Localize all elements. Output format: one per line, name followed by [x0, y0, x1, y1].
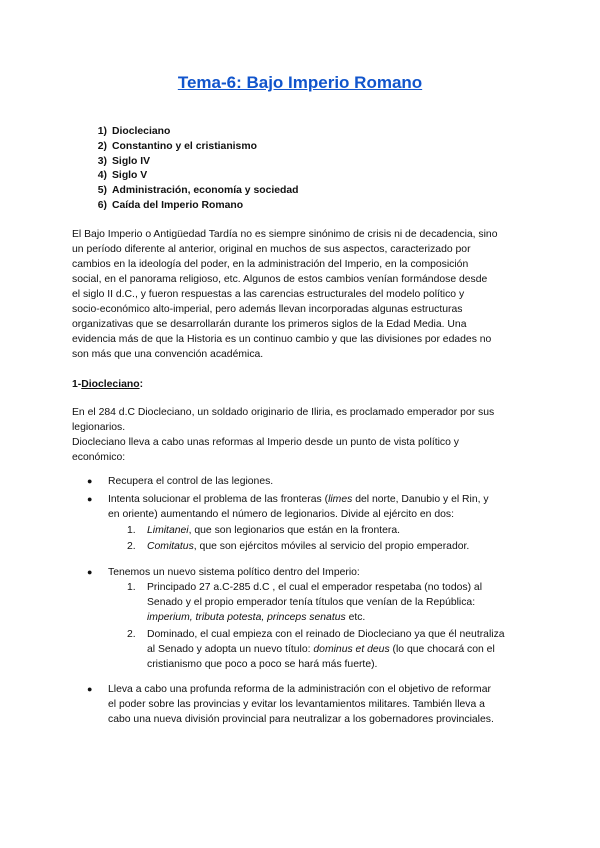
toc-item: 3) Siglo IV: [97, 155, 151, 167]
text-line: socio-económico alto-imperial, pero además llevan incorporadas algunas estructuras: [72, 304, 463, 315]
text-line: Diocleciano lleva a cabo unas reformas al Imperio desde un punto de vista político y: [72, 437, 459, 448]
document-page: Tema-6: Bajo Imperio Romano 1) Diocleciano 2) Constantino y el cristianismo 3) Siglo IV 4) Siglo V 5) Administración, economía y sociedad 6) Caída del Imperio Romano El Bajo Imperio o Antigüedad Tardía no es siempre sinónimo de crisis ni de decadencia, sino un período diferente al anterior, original en muchos de sus aspectos, caracterizado por cambios en la ideología del poder, en la administración del Imperio, en la composición social, en el panorama religioso, etc. Algunos de estos cambios venían formándose desde el siglo II d.C., y fueron respuestas a las carencias estructurales del modelo político y socio-económico alto-imperial, pero además llevan incorporadas algunas estructuras organizativas que se desarrollarán durante los primeros siglos de la Edad Media. Una evidencia más de que la Historia es un continuo cambio y que las divisiones por edades no son más que una convención académica. 1-Diocleciano: En el 284 d.C Diocleciano, un soldado originario de Iliria, es proclamado emperador por sus legionarios. Diocleciano lleva a cabo unas reformas al Imperio desde un punto de vista político y económico: ● Recupera el control de las legiones. ● Intenta solucionar el problema de las fronteras (limes del norte, Danubio y el Rin, y en oriente) aumentando el número de legionarios. Divide al ejército en dos: 1. Limitanei, que son legionarios que están en la frontera. 2. Comitatus, que son ejércitos móviles al servicio del propio emperador. ● Tenemos un nuevo sistema político dentro del Imperio: 1. Principado 27 a.C-285 d.C , el cual el emperador respetaba (no todos) al Senado y el propio emperador tenía títulos que venían de la República: imperium, tributa potesta, princeps senatus etc. 2. Dominado, el cual empieza con el reinado de Diocleciano ya que él neutraliza al Senado y adopta un nuevo título: dominus et deus (lo que chocará con el cristianismo que poco a poco se hará más fuerte). ● Lleva a cabo una profunda reforma de la administración con el objetivo de reformar el poder sobre las provincias y evitar los levantamientos militares. También lleva a cabo una nueva división provincial para neutralizar a los gobernadores provinciales.: [0, 0, 600, 848]
text-line: evidencia más de que la Historia es un continuo cambio y que las divisiones por edades no: [72, 334, 492, 345]
bullet-icon: ●: [87, 476, 93, 486]
bullet-icon: ●: [87, 494, 93, 504]
toc-item: 4) Siglo V: [97, 170, 148, 182]
text-line: el siglo II d.C., y fueron respuestas a las carencias estructurales del modelo político y: [72, 289, 465, 300]
section-paragraph: [72, 405, 532, 465]
section-heading: 1-Diocleciano:: [72, 379, 144, 390]
toc-item: 6) Caída del Imperio Romano: [97, 199, 244, 211]
text-line: son más que una convención académica.: [72, 349, 264, 360]
text-line: económico:: [72, 452, 126, 463]
table-of-contents: [90, 125, 299, 214]
text-line: social, en el panorama religioso, etc. Algunos de estos cambios venían formándose desde: [72, 274, 488, 285]
toc-item: 5) Administración, economía y sociedad: [97, 185, 299, 197]
text-line: En el 284 d.C Diocleciano, un soldado originario de Iliria, es proclamado emperador por sus: [72, 407, 495, 418]
bullet-icon: ●: [87, 567, 93, 577]
toc-item: 1) Diocleciano: [97, 126, 171, 137]
text-line: legionarios.: [72, 422, 126, 433]
text-line: cambios en la ideología del poder, en la administración del Imperio, en la composición: [72, 259, 469, 270]
bullet-icon: ●: [87, 684, 93, 694]
intro-paragraph: [72, 227, 532, 362]
toc-item: 2) Constantino y el cristianismo: [97, 140, 257, 152]
text-line: un período diferente al anterior, original en muchos de sus aspectos, caracterizado por: [72, 244, 471, 255]
page-title: Tema-6: Bajo Imperio Romano: [177, 73, 423, 92]
text-line: El Bajo Imperio o Antigüedad Tardía no es siempre sinónimo de crisis ni de decadencia, sino: [72, 229, 498, 240]
text-line: organizativas que se desarrollarán durante los primeros siglos de la Edad Media. Una: [72, 319, 467, 330]
